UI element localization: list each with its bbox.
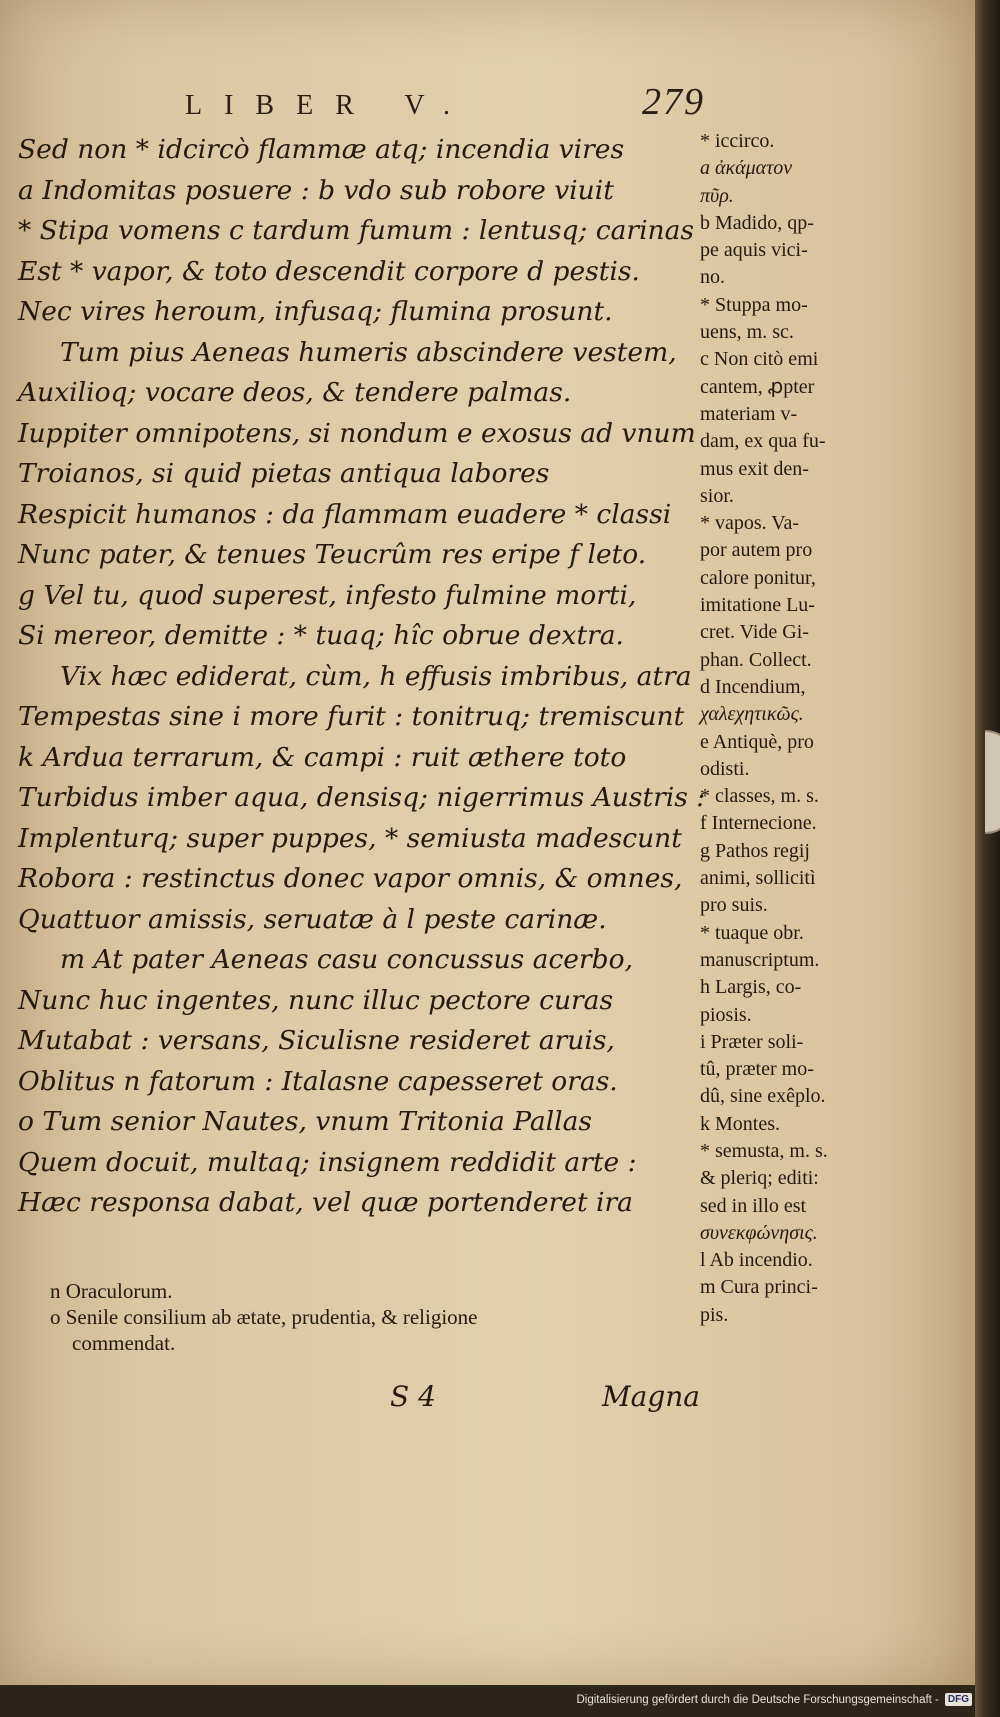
marginal-note: sior. [700, 484, 734, 507]
marginal-note: sed in illo est [700, 1194, 807, 1217]
page-number: 279 [642, 81, 705, 123]
catchline [390, 1380, 700, 1413]
marginal-note: mus exit den- [700, 457, 809, 480]
verse-line: Mutabat : versans, Siculisne resideret aruis, [18, 1025, 615, 1056]
marginal-note: h Largis, co- [700, 976, 802, 999]
verse-line: Robora : restinctus donec vapor omnis, & omnes, [18, 863, 683, 894]
marginal-note: calore ponitur, [700, 566, 816, 589]
footnote: n Oraculorum. [50, 1279, 173, 1303]
verse-line: * Stipa vomens c tardum fumum : lentusq; carinas [18, 215, 695, 246]
verse-line: a Indomitas posuere : b vdo sub robore viuit [18, 174, 614, 206]
marginal-note: χαλεχητικῶς. [700, 703, 804, 726]
marginal-note: odisti. [700, 757, 750, 780]
marginal-note: m Cura princi- [700, 1276, 818, 1299]
page-clip [985, 730, 1000, 834]
verse-line: k Ardua terrarum, & campi : ruit æthere toto [18, 741, 627, 773]
marginal-note: πῦρ. [700, 184, 734, 207]
catchword: Magna [601, 1380, 700, 1413]
marginal-note: cret. Vide Gi- [700, 621, 809, 644]
marginal-note: d Incendium, [700, 675, 806, 698]
marginal-note: dû, sine exêplo. [700, 1085, 826, 1108]
verse-line: Troianos, si quid pietas antiqua labores [18, 458, 550, 489]
running-head [185, 80, 705, 124]
marginal-note: a ἀκάματον [700, 157, 793, 180]
verse-line: Est * vapor, & toto descendit corpore d pestis. [18, 255, 640, 287]
verse-line: Quem docuit, multaq; insignem reddidit arte : [18, 1146, 637, 1178]
marginal-note: piosis. [700, 1003, 752, 1026]
digitization-credit [560, 1693, 972, 1706]
verse-line: Oblitus n fatorum : Italasne capesseret oras. [18, 1065, 618, 1097]
marginal-note: manuscriptum. [700, 948, 820, 971]
marginal-notes [700, 128, 882, 1329]
marginal-note: f Internecione. [700, 812, 817, 835]
marginal-note: dam, ex qua fu- [700, 430, 826, 453]
marginal-note: cantem, ꝓpter [700, 375, 815, 398]
marginal-note: pro suis. [700, 894, 768, 917]
marginal-note: imitatione Lu- [700, 594, 815, 617]
verse-text [18, 130, 706, 1224]
marginal-note: materiam v- [700, 402, 798, 425]
marginal-note: pe aquis vici- [700, 239, 808, 262]
verse-line: Respicit humanos : da flammam euadere * classi [18, 498, 672, 530]
marginal-note: e Antiquè, pro [700, 730, 814, 753]
verse-line: Turbidus imber aqua, densisq; nigerrimus Austris : [18, 782, 706, 813]
marginal-note: i Præter soli- [700, 1030, 804, 1053]
marginal-note: por autem pro [700, 539, 813, 562]
verse-line: Tum pius Aeneas humeris abscindere vestem, [60, 336, 677, 368]
verse-line: g Vel tu, quod superest, infesto fulmine morti, [18, 579, 637, 611]
marginal-note: l Ab incendio. [700, 1249, 813, 1272]
marginal-note: & pleriq; editi: [700, 1167, 819, 1190]
verse-line: Implenturq; super puppes, * semiusta madescunt [18, 822, 682, 854]
marginal-note: phan. Collect. [700, 648, 812, 671]
running-title: LIBER V. [185, 90, 472, 121]
footnote: o Senile consilium ab ætate, prudentia, & religione [50, 1305, 478, 1329]
verse-line: Nunc huc ingentes, nunc illuc pectore curas [18, 984, 614, 1016]
book-spine [975, 0, 1000, 1717]
verse-line: o Tum senior Nautes, vnum Tritonia Pallas [18, 1106, 593, 1137]
marginal-note: * vapos. Va- [700, 512, 800, 535]
marginal-note: g Pathos regij [700, 839, 810, 862]
footnotes [50, 1278, 690, 1356]
verse-line: Sed non * idcircò flammæ atq; incendia vires [18, 134, 625, 165]
verse-line: m At pater Aeneas casu concussus acerbo, [60, 944, 633, 975]
dfg-logo-icon: DFG [945, 1693, 972, 1706]
signature-mark: S 4 [390, 1380, 436, 1413]
marginal-note: k Montes. [700, 1112, 780, 1135]
marginal-note: b Madido, qp- [700, 211, 814, 234]
credit-text: Digitalisierung gefördert durch die Deutsche Forschungsgemeinschaft - [576, 1693, 939, 1706]
marginal-note: no. [700, 266, 725, 289]
verse-line: Nunc pater, & tenues Teucrûm res eripe f leto. [18, 539, 647, 570]
marginal-note: animi, sollicitì [700, 867, 816, 890]
verse-line: Si mereor, demitte : * tuaq; hîc obrue dextra. [18, 620, 624, 651]
marginal-note: pis. [700, 1303, 729, 1326]
marginal-note: * iccirco. [700, 130, 775, 152]
marginal-note: * classes, m. s. [700, 785, 819, 808]
verse-line: Nec vires heroum, infusaq; flumina prosunt. [18, 296, 613, 327]
verse-line: Quattuor amissis, seruatæ à l peste carinæ. [18, 903, 607, 935]
marginal-note: tû, præter mo- [700, 1058, 814, 1081]
verse-line: Vix hæc ediderat, cùm, h effusis imbribus, atra [60, 660, 692, 692]
marginal-note: uens, m. sc. [700, 321, 794, 344]
verse-line: Iuppiter omnipotens, si nondum e exosus ad vnum [18, 417, 696, 449]
footnote: commendat. [72, 1331, 176, 1355]
marginal-note: * Stuppa mo- [700, 293, 808, 316]
marginal-note: συνεκφώνησις. [700, 1221, 818, 1244]
verse-line: Tempestas sine i more furit : tonitruq; tremiscunt [18, 701, 685, 732]
marginal-note: * semusta, m. s. [700, 1139, 828, 1162]
marginal-note: * tuaque obr. [700, 921, 804, 944]
verse-line: Auxilioq; vocare deos, & tendere palmas. [18, 377, 572, 408]
verse-line: Hæc responsa dabat, vel quæ portenderet ira [18, 1187, 633, 1218]
marginal-note: c Non citò emi [700, 348, 819, 371]
